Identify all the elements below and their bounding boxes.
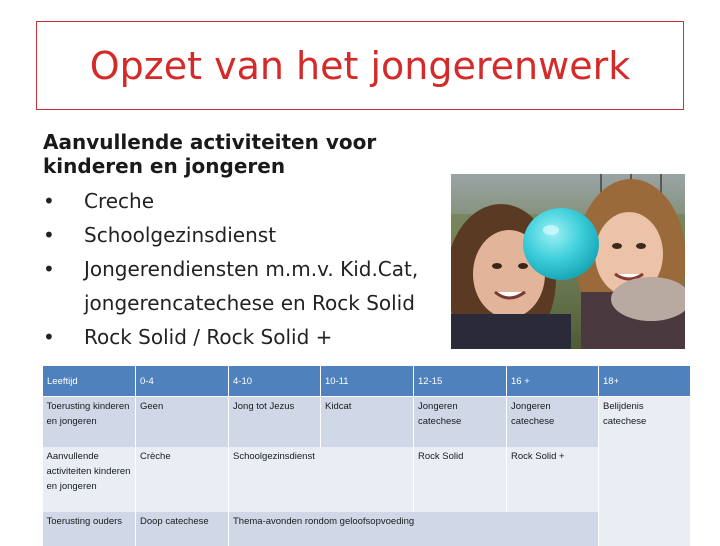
- header-cell: 16 +: [507, 366, 599, 397]
- bullet-text: Rock Solid / Rock Solid +: [84, 320, 463, 354]
- table-row: [43, 447, 691, 512]
- header-cell: Leeftijd: [43, 366, 136, 397]
- table-cell: Crèche: [136, 447, 229, 512]
- bullet-item: [43, 252, 463, 320]
- table-cell: Rock Solid +: [507, 447, 599, 512]
- header-cell: 4-10: [229, 366, 321, 397]
- bullet-item: [43, 184, 463, 218]
- bullet-text: Schoolgezinsdienst: [84, 218, 463, 252]
- row-label: Toerusting kinderen en jongeren: [43, 397, 136, 448]
- table-cell: Schoolgezinsdienst: [229, 447, 414, 512]
- section-heading: Aanvullende activiteiten voor kinderen en jongeren: [43, 130, 463, 178]
- bullet-dot: •: [43, 184, 84, 218]
- header-cell: 18+: [599, 366, 691, 397]
- header-cell: 0-4: [136, 366, 229, 397]
- slide-title: Opzet van het jongerenwerk: [90, 44, 630, 88]
- table-cell: Rock Solid: [414, 447, 507, 512]
- bullet-text: Jongerendiensten m.m.v. Kid.Cat, jongerencatechese en Rock Solid: [84, 252, 463, 320]
- table-cell: Geen: [136, 397, 229, 448]
- bullet-dot: •: [43, 320, 84, 354]
- table-cell: Belijdenis catechese: [599, 397, 691, 546]
- table-cell: Doop catechese: [136, 512, 229, 546]
- header-cell: 12-15: [414, 366, 507, 397]
- table-cell: Thema-avonden rondom geloofsopvoeding: [229, 512, 599, 546]
- table-row: [43, 397, 691, 448]
- title-frame: [36, 21, 684, 110]
- bullet-text: Creche: [84, 184, 463, 218]
- photo-two-girls-balloon: [451, 174, 685, 349]
- bullet-dot: •: [43, 252, 84, 320]
- table-cell: Jong tot Jezus: [229, 397, 321, 448]
- bullet-dot: •: [43, 218, 84, 252]
- table-row: [43, 512, 691, 546]
- header-cell: 10-11: [321, 366, 414, 397]
- bullet-content: [43, 130, 463, 354]
- bullet-item: [43, 218, 463, 252]
- table-cell: Jongeren catechese: [507, 397, 599, 448]
- table-cell: Jongeren catechese: [414, 397, 507, 448]
- table-header-row: [43, 366, 691, 397]
- row-label: Aanvullende activiteiten kinderen en jongeren: [43, 447, 136, 512]
- table-cell: Kidcat: [321, 397, 414, 448]
- age-activity-table: [42, 365, 691, 546]
- row-label: Toerusting ouders: [43, 512, 136, 546]
- bullet-item: [43, 320, 463, 354]
